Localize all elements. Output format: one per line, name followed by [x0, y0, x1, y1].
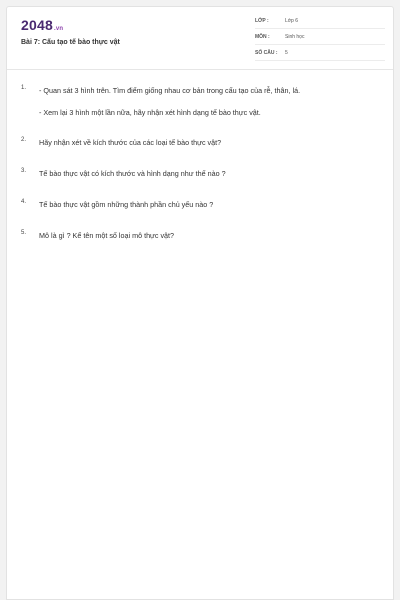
question-number: 3. — [21, 168, 27, 174]
meta-value-class: Lớp 6 — [285, 17, 299, 24]
logo-domain: .vn — [53, 26, 64, 32]
question-item — [21, 137, 385, 149]
question-line: - Xem lại 3 hình một lần nữa, hãy nhận xét hình dạng tế bào thực vật. — [39, 108, 261, 117]
meta-value-subject: Sinh học — [285, 33, 305, 40]
meta-label-class: LỚP : — [255, 17, 269, 24]
logo-text: 2048 — [21, 17, 53, 33]
question-line: Tế bào thực vật có kích thước và hình dạng như thế nào ? — [39, 169, 226, 178]
question-text — [39, 137, 385, 148]
question-item — [21, 199, 385, 211]
question-text — [39, 85, 385, 118]
question-list — [21, 85, 385, 261]
question-text — [39, 230, 385, 241]
question-line: Tế bào thực vật gồm những thành phần chủ yếu nào ? — [39, 200, 214, 209]
worksheet-header — [7, 7, 393, 70]
lesson-title: Bài 7: Cấu tạo tế bào thực vật — [21, 39, 120, 46]
question-item — [21, 230, 385, 242]
site-logo[interactable] — [21, 17, 63, 33]
question-line: Mô là gì ? Kể tên một số loại mô thực vật? — [39, 231, 175, 240]
question-number: 5. — [21, 230, 27, 236]
question-number: 1. — [21, 85, 27, 91]
question-line: - Quan sát 3 hình trên. Tìm điểm giống nhau cơ bản trong cấu tạo của rễ, thân, lá. — [39, 86, 301, 95]
worksheet-page — [6, 6, 394, 600]
question-text — [39, 199, 385, 210]
meta-label-question-count: SỐ CÂU : — [255, 49, 278, 56]
worksheet-meta — [255, 13, 385, 61]
meta-label-subject: MÔN : — [255, 33, 270, 40]
question-number: 4. — [21, 199, 27, 205]
question-text — [39, 168, 385, 179]
question-number: 2. — [21, 137, 27, 143]
meta-value-question-count: 5 — [285, 49, 288, 56]
question-item — [21, 168, 385, 180]
question-line: Hãy nhận xét về kích thước của các loại tế bào thực vật? — [39, 138, 222, 147]
meta-row-subject — [255, 29, 385, 45]
question-item — [21, 85, 385, 118]
meta-row-question-count — [255, 45, 385, 61]
meta-row-class — [255, 13, 385, 29]
